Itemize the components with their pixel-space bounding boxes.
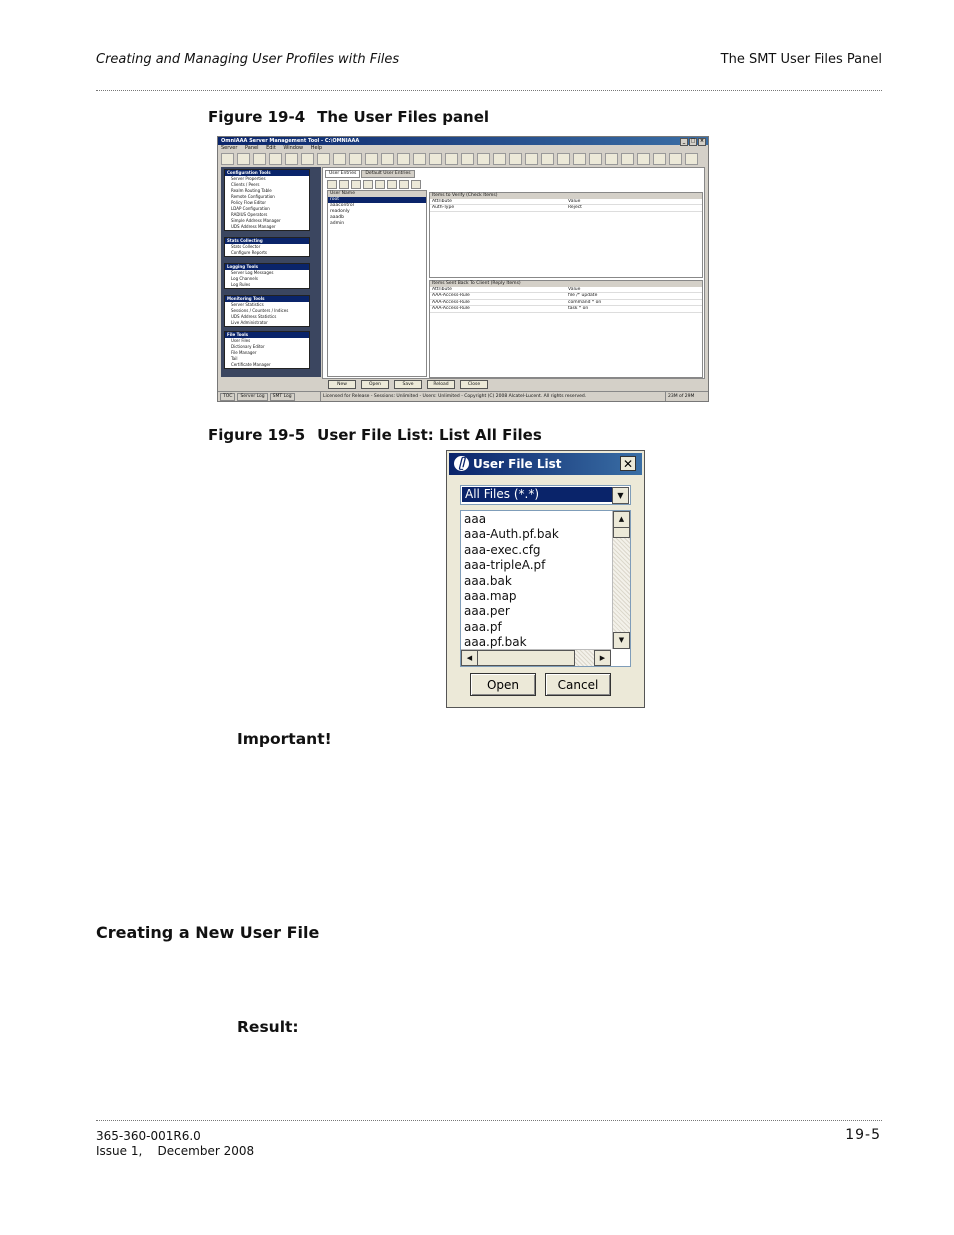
- toolbar-icon[interactable]: [253, 153, 266, 165]
- toolbar-icon[interactable]: [375, 180, 385, 189]
- cancel-button[interactable]: Cancel: [545, 673, 611, 696]
- table-cell: Auth-Type: [430, 205, 566, 212]
- figure-title: User File List: List All Files: [317, 426, 542, 444]
- running-header-chapter: Creating and Managing User Profiles with Files: [96, 52, 400, 67]
- important-label: Important!: [237, 730, 332, 748]
- toolbar-icon[interactable]: [397, 153, 410, 165]
- table-cell: AAA-Access-Rule: [430, 293, 566, 300]
- user-name-list: [327, 190, 427, 377]
- figure-number: Figure 19-4: [208, 108, 306, 126]
- reply-items-table: [429, 280, 703, 378]
- status-tabs: [218, 392, 320, 401]
- list-item[interactable]: aaa-exec.cfg: [464, 542, 541, 557]
- doc-number: 365-360-001R6.0: [96, 1129, 201, 1143]
- toolbar-icon[interactable]: [605, 153, 618, 165]
- toolbar-icon[interactable]: [413, 153, 426, 165]
- list-item[interactable]: aaacontrol: [330, 203, 354, 208]
- scroll-left-icon[interactable]: ◀: [461, 650, 478, 666]
- footer-doc-info: [96, 1129, 254, 1159]
- sidebar-item[interactable]: Certificate Manager: [231, 362, 271, 367]
- tab-default-user-entries[interactable]: Default User Entries: [361, 170, 414, 178]
- scroll-thumb[interactable]: [477, 650, 575, 666]
- reload-button[interactable]: Reload: [427, 380, 455, 389]
- sidebar-item[interactable]: Server Log Messages: [231, 270, 274, 275]
- sidebar-item[interactable]: Log Rules: [231, 282, 251, 287]
- group-header[interactable]: File Tools: [225, 332, 309, 338]
- sidebar-item[interactable]: File Manager: [231, 350, 257, 355]
- sidebar-item[interactable]: Log Channels: [231, 276, 258, 281]
- close-icon[interactable]: ×: [699, 138, 705, 144]
- file-filter-select[interactable]: [460, 485, 631, 505]
- toolbar-icon[interactable]: [349, 153, 362, 165]
- table-row[interactable]: [430, 306, 702, 313]
- file-list-items: [464, 512, 609, 651]
- dialog-title: User File List: [473, 457, 562, 471]
- check-items-title: Items to Verify (Check Items): [430, 193, 702, 199]
- toolbar-icon[interactable]: [333, 153, 346, 165]
- sidebar-item[interactable]: RADIUS Operators: [231, 212, 268, 217]
- toolbar-icon[interactable]: [637, 153, 650, 165]
- figure-title: The User Files panel: [317, 108, 490, 126]
- toolbar-icon[interactable]: [573, 153, 586, 165]
- scroll-thumb[interactable]: [613, 527, 630, 538]
- sidebar-group-monitoring: [224, 295, 310, 327]
- smt-window-title: OmniAAA Server Management Tool - C:\OMNIAAA: [221, 138, 360, 144]
- sidebar-group-configuration: [224, 169, 310, 231]
- toolbar-icon[interactable]: [445, 153, 458, 165]
- sidebar-item[interactable]: Configure Reports: [231, 250, 268, 255]
- toolbar-icon[interactable]: [411, 180, 421, 189]
- list-item[interactable]: root: [328, 197, 426, 203]
- toolbar-icon[interactable]: [429, 153, 442, 165]
- check-items-table: [429, 192, 703, 278]
- result-label: Result:: [237, 1018, 299, 1036]
- sidebar-item[interactable]: Clients / Peers: [231, 182, 260, 187]
- sidebar-item[interactable]: Server Statistics: [231, 302, 264, 307]
- dialog-title-bar: [449, 453, 642, 475]
- list-item[interactable]: aaadb: [330, 215, 344, 220]
- tab-user-entries[interactable]: User Entries: [325, 170, 360, 178]
- list-item[interactable]: aaa.per: [464, 604, 510, 619]
- toolbar-icon[interactable]: [363, 180, 373, 189]
- user-files-panel: [322, 167, 705, 379]
- toolbar-icon[interactable]: [237, 153, 250, 165]
- smt-toolbar: [221, 152, 705, 166]
- footer-divider: [96, 1120, 882, 1121]
- file-filter-value: All Files (*.*): [462, 487, 613, 502]
- sidebar-item[interactable]: Realm Routing Table: [231, 188, 272, 193]
- header-divider: [96, 90, 882, 91]
- open-button[interactable]: Open: [470, 673, 536, 696]
- toolbar-icon[interactable]: [269, 153, 282, 165]
- menu-server[interactable]: Server: [221, 145, 238, 151]
- scroll-right-icon[interactable]: ▶: [594, 650, 611, 666]
- sidebar-item[interactable]: Stats Collector: [231, 244, 261, 249]
- toolbar-icon[interactable]: [541, 153, 554, 165]
- menu-window[interactable]: Window: [283, 145, 304, 151]
- toolbar-icon[interactable]: [557, 153, 570, 165]
- group-header[interactable]: Stats Collecting: [225, 238, 309, 244]
- figure-19-5-caption: [208, 426, 542, 444]
- user-file-list-dialog: [446, 450, 645, 708]
- toolbar-icon[interactable]: [365, 153, 378, 165]
- figure-number: Figure 19-5: [208, 426, 306, 444]
- list-item[interactable]: aaa.pf.bak: [464, 635, 527, 650]
- column-header: Value: [566, 199, 702, 206]
- menu-panel[interactable]: Panel: [245, 145, 259, 151]
- sidebar-group-file-tools: [224, 331, 310, 369]
- horizontal-scrollbar[interactable]: [461, 649, 611, 666]
- chevron-down-icon[interactable]: ▼: [612, 487, 629, 504]
- menu-edit[interactable]: Edit: [266, 145, 276, 151]
- list-item[interactable]: aaa.bak: [464, 573, 512, 588]
- list-item[interactable]: aaa-tripleA.pf: [464, 558, 546, 573]
- sidebar-item[interactable]: User Files: [231, 338, 251, 343]
- sidebar-item[interactable]: Sessions / Counters / Indices: [231, 308, 289, 313]
- toolbar-icon[interactable]: [669, 153, 682, 165]
- new-button[interactable]: New: [328, 380, 356, 389]
- sidebar-item[interactable]: LDAP Configuration: [231, 206, 270, 211]
- list-item[interactable]: readonly: [330, 209, 350, 214]
- status-bar: [218, 391, 708, 401]
- menu-help[interactable]: Help: [310, 145, 323, 151]
- toolbar-icon[interactable]: [493, 153, 506, 165]
- table-row[interactable]: [430, 205, 702, 212]
- memory-indicator: 23M of 29M: [665, 392, 708, 401]
- table-cell: command * on: [566, 300, 702, 307]
- smt-user-files-screenshot: [217, 136, 709, 402]
- sidebar-item[interactable]: Live Administrator: [231, 320, 268, 325]
- toolbar-icon[interactable]: [317, 153, 330, 165]
- list-item[interactable]: aaa: [464, 512, 487, 526]
- vertical-scrollbar[interactable]: [612, 511, 630, 649]
- table-cell: file /* update: [566, 293, 702, 300]
- toolbar-icon[interactable]: [301, 153, 314, 165]
- figure-19-4-caption: [208, 108, 489, 126]
- toolbar-icon[interactable]: [327, 180, 337, 189]
- open-button[interactable]: Open: [361, 380, 389, 389]
- toolbar-icon[interactable]: [387, 180, 397, 189]
- group-header[interactable]: Logging Tools: [225, 264, 309, 270]
- close-button[interactable]: Close: [460, 380, 488, 389]
- column-header: Value: [566, 287, 702, 294]
- group-header[interactable]: Configuration Tools: [225, 170, 309, 176]
- license-message: Licensed for Release - Sessions: Unlimited - Users: Unlimited - Copyright (C) 2008 Alcatel-Lucent. All rights reserved.: [320, 392, 665, 401]
- issue-date: Issue 1, December 2008: [96, 1144, 255, 1158]
- toolbar-icon[interactable]: [381, 153, 394, 165]
- toolbar-icon[interactable]: [351, 180, 361, 189]
- sidebar-item[interactable]: UDS Address Statistics: [231, 314, 277, 319]
- toolbar-icon[interactable]: [589, 153, 602, 165]
- user-toolbar: [327, 180, 421, 189]
- running-header-section: The SMT User Files Panel: [720, 52, 882, 67]
- column-header: Attribute: [430, 199, 566, 206]
- toolbar-icon[interactable]: [653, 153, 666, 165]
- section-heading: Creating a New User File: [96, 923, 320, 942]
- toolbar-icon[interactable]: [461, 153, 474, 165]
- toolbar-icon[interactable]: [685, 153, 698, 165]
- smt-sidebar: [221, 167, 321, 377]
- save-button[interactable]: Save: [394, 380, 422, 389]
- scroll-down-icon[interactable]: ▼: [613, 632, 630, 649]
- tab-smt-log[interactable]: SMT Log: [270, 393, 295, 401]
- toolbar-icon[interactable]: [285, 153, 298, 165]
- panel-tabs: [325, 170, 415, 178]
- sidebar-item[interactable]: UDS Address Manager: [231, 224, 276, 229]
- minimize-icon[interactable]: _: [680, 138, 688, 146]
- table-cell: Reject: [566, 205, 702, 212]
- user-name-header: User Name: [328, 191, 426, 197]
- list-item[interactable]: admin: [330, 221, 345, 226]
- sidebar-group-stats: [224, 237, 310, 257]
- sidebar-item[interactable]: Server Properties: [231, 176, 266, 181]
- table-cell: AAA-Access-Rule: [430, 300, 566, 307]
- sidebar-item[interactable]: Remote Configuration: [231, 194, 275, 199]
- sidebar-item[interactable]: Policy Flow Editor: [231, 200, 267, 205]
- list-item[interactable]: aaa.pf: [464, 619, 502, 634]
- list-item[interactable]: aaa-Auth.pf.bak: [464, 527, 559, 542]
- toolbar-icon[interactable]: [221, 153, 234, 165]
- alcatel-logo-icon: ᥫ: [454, 456, 469, 471]
- smt-title-bar: [218, 137, 708, 145]
- toolbar-icon[interactable]: [399, 180, 409, 189]
- toolbar-icon[interactable]: [509, 153, 522, 165]
- file-list[interactable]: [460, 510, 631, 667]
- list-item[interactable]: aaa.map: [464, 589, 517, 604]
- toolbar-icon[interactable]: [621, 153, 634, 165]
- toolbar-icon[interactable]: [525, 153, 538, 165]
- table-cell: AAA-Access-Rule: [430, 306, 566, 313]
- tab-server-log[interactable]: Server Log: [237, 393, 267, 401]
- panel-buttons: [328, 380, 488, 389]
- column-header: Attribute: [430, 287, 566, 294]
- scroll-up-icon[interactable]: ▲: [613, 511, 630, 528]
- sidebar-item[interactable]: Tail: [231, 356, 238, 361]
- page-number: 19-5: [845, 1127, 881, 1143]
- group-header[interactable]: Monitoring Tools: [225, 296, 309, 302]
- smt-menu-bar: [218, 145, 708, 152]
- maximize-icon[interactable]: □: [690, 138, 696, 144]
- toolbar-icon[interactable]: [339, 180, 349, 189]
- table-cell: task * on: [566, 306, 702, 313]
- tab-toc[interactable]: TOC: [220, 393, 235, 401]
- sidebar-item[interactable]: Dictionary Editor: [231, 344, 265, 349]
- reply-items-title: Items Sent Back To Client (Reply Items): [430, 281, 702, 287]
- toolbar-icon[interactable]: [477, 153, 490, 165]
- sidebar-item[interactable]: Simple Address Manager: [231, 218, 281, 223]
- close-icon[interactable]: ✕: [620, 456, 636, 471]
- sidebar-group-logging: [224, 263, 310, 289]
